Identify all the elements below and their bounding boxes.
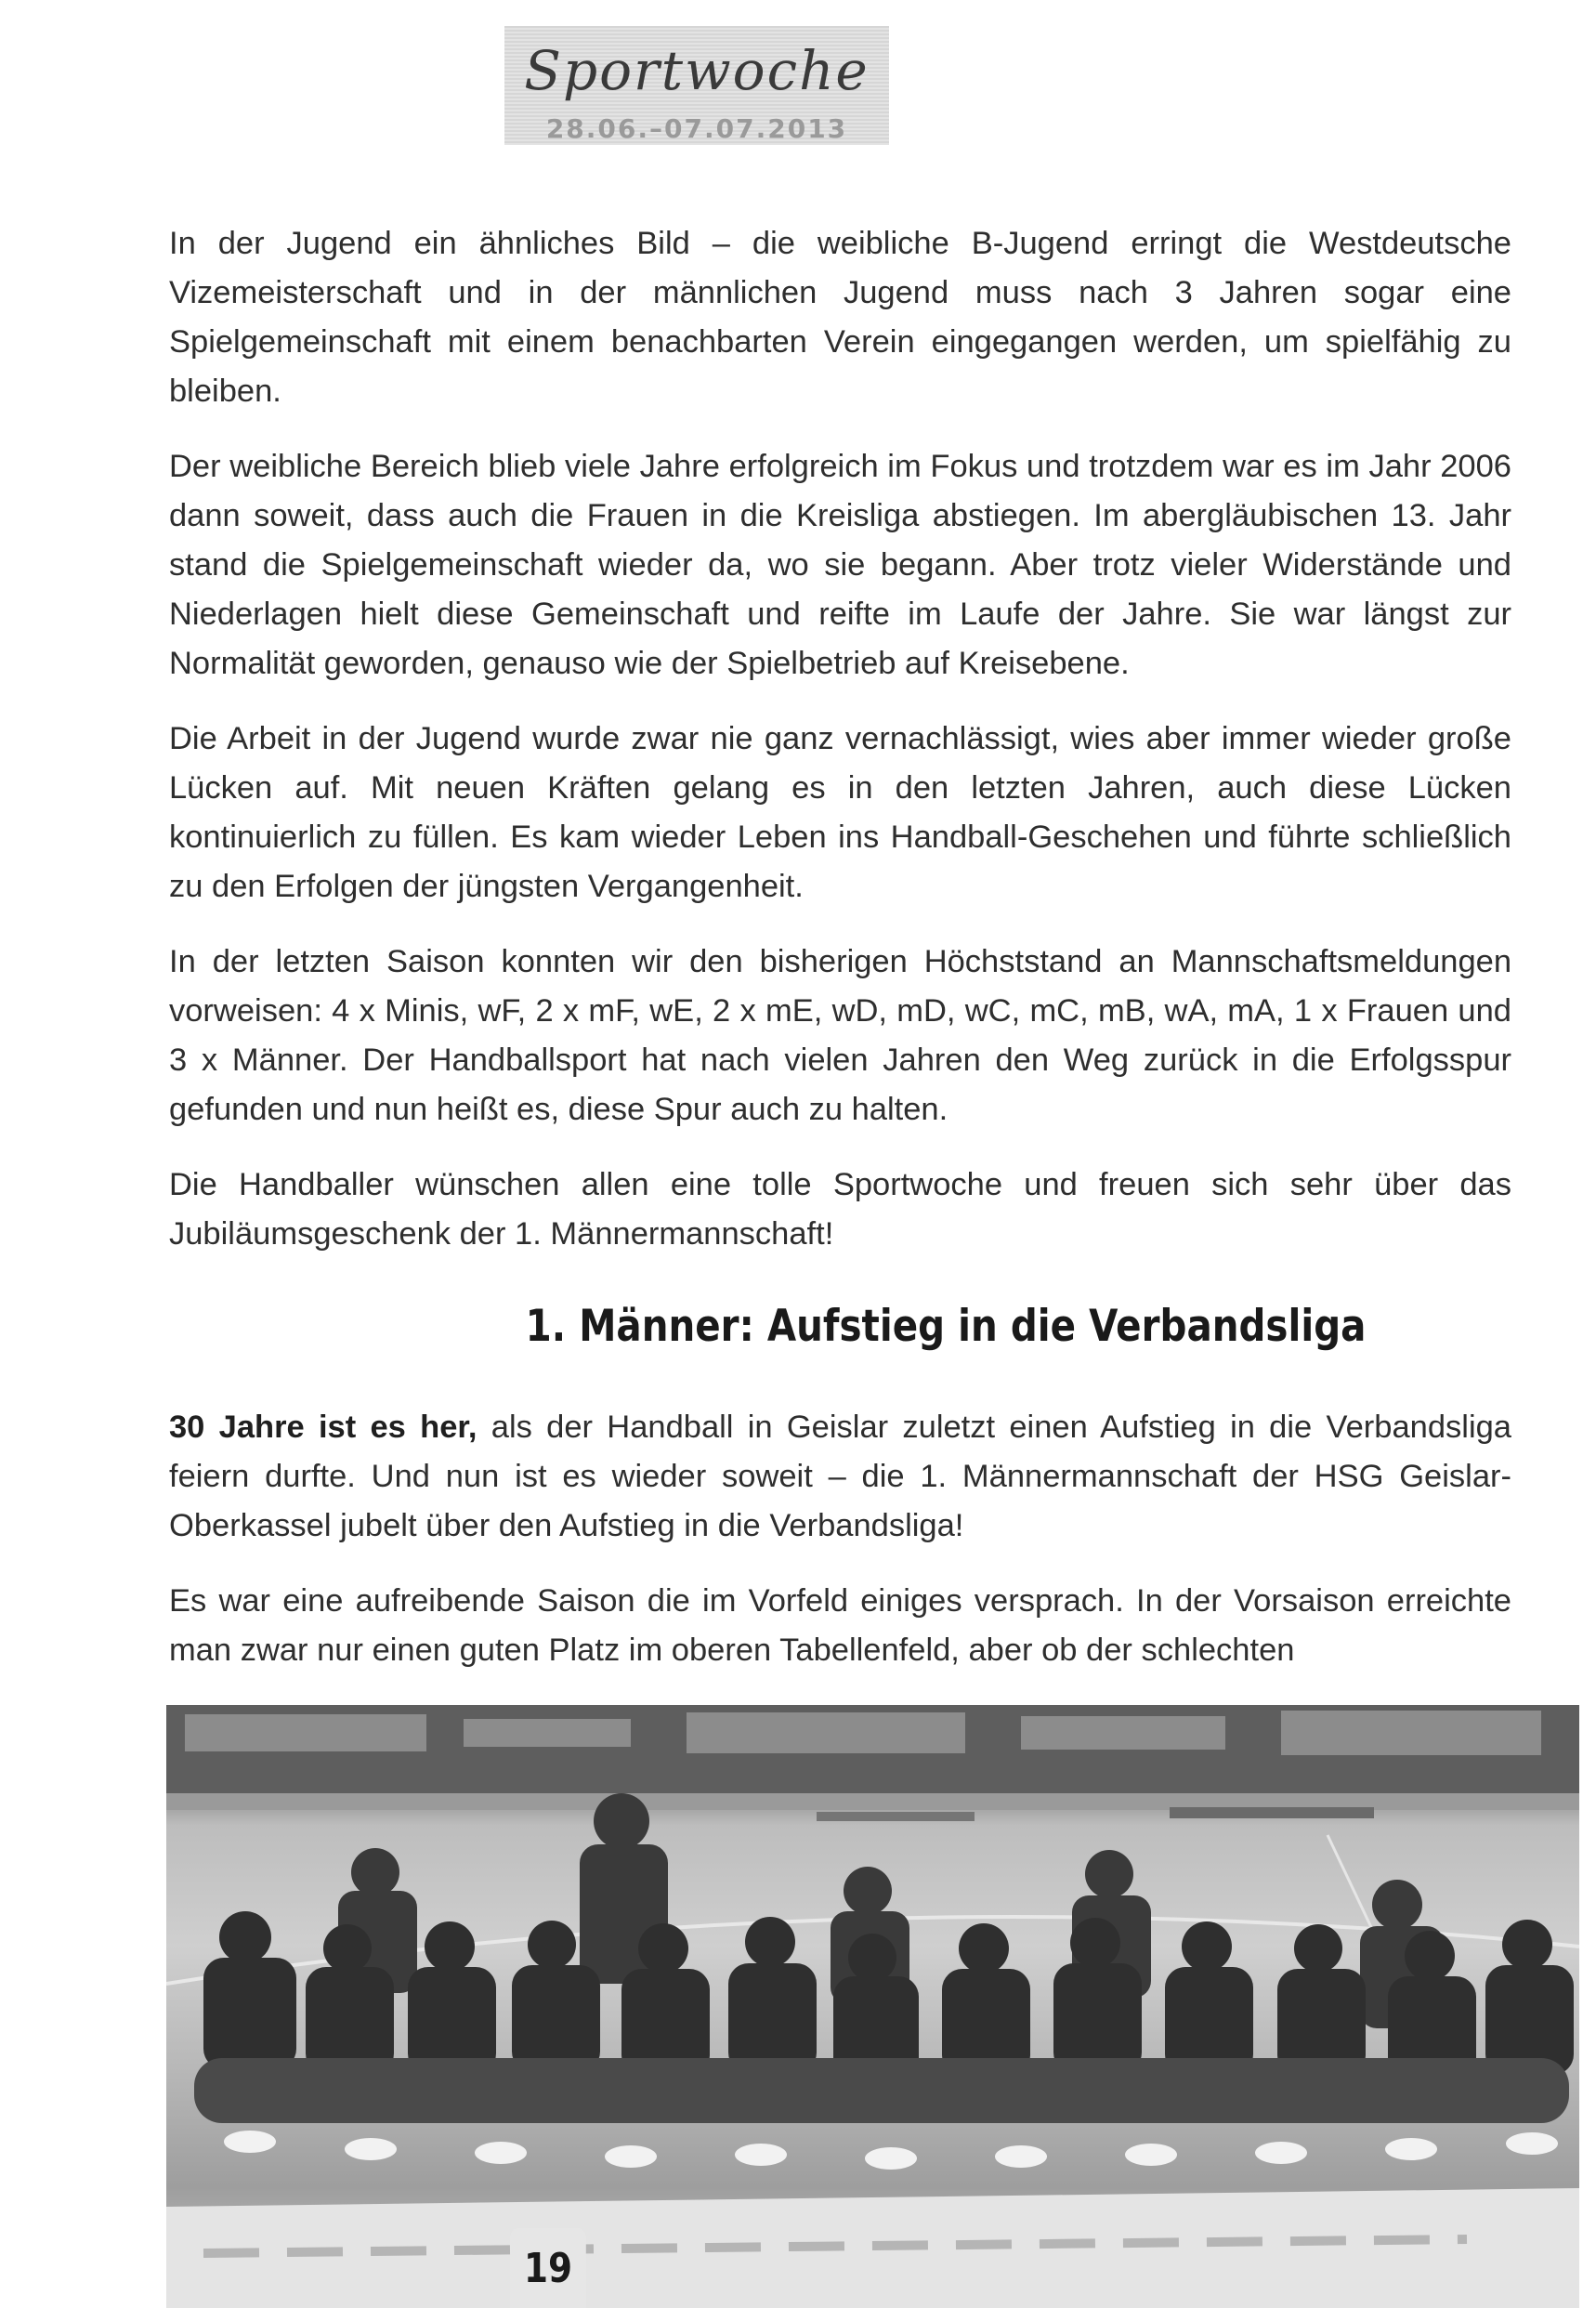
paragraph: In der Jugend ein ähnliches Bild – die weibliche B-Jugend erringt die Westdeutsche Vizemeisterschaft und in der männlichen Jugend muss nach 3 Jahren sogar eine Spielgemeinschaft mit einem benachbarten Verein eingegangen werden, um spielfähig zu bleiben. — [169, 226, 1511, 409]
logo-dates: 28.06.–07.07.2013 — [545, 113, 848, 144]
section-text — [169, 1403, 1511, 1701]
page-number: 19 — [510, 2228, 586, 2308]
section-heading — [506, 1293, 1367, 1358]
intro-text — [169, 219, 1511, 1285]
paragraph: Es war eine aufreibende Saison die im Vorfeld einiges versprach. In der Vorsaison erreichte man zwar nur einen guten Platz im oberen Tabellenfeld, aber ob der schlechten — [169, 1583, 1511, 1668]
paragraph: Die Arbeit in der Jugend wurde zwar nie ganz vernachlässigt, wies aber immer wieder große Lücken auf. Mit neuen Kräften gelang es in den letzten Jahren, auch diese Lücken kontinuierlich zu füllen. Es kam wieder Leben ins Handball-Geschehen und führte schließlich zu den Erfolgen der jüngsten Vergangenheit. — [169, 721, 1511, 904]
lead-rest: als der Handball in Geislar zuletzt einen Aufstieg in die Verbandsliga feiern durfte. Und nun ist es wieder soweit – die 1. Männermannschaft der HSG Geislar-Oberkassel jubelt über den Aufstieg in die Verbandsliga! — [169, 1410, 1511, 1543]
paragraph: In der letzten Saison konnten wir den bisherigen Höchststand an Mannschaftsmeldungen vorweisen: 4 x Minis, wF, 2 x mF, wE, 2 x mE, wD, mD, wC, mC, mB, wA, mA, 1 x Frauen und 3 x Männer. Der Handballsport hat nach vielen Jahren den Weg zurück in die Erfolgsspur gefunden und nun heißt es, diese Spur auch zu halten. — [169, 944, 1511, 1127]
section-heading-text: 1. Männer: Aufstieg in die Verbandsliga — [525, 1300, 1367, 1352]
team-photo — [166, 1705, 1579, 2308]
paragraph: Der weibliche Bereich blieb viele Jahre erfolgreich im Fokus und trotzdem war es im Jahr 2006 dann soweit, dass auch die Frauen in die Kreisliga abstiegen. Im abergläubischen 13. Jahr stand die Spielgemeinschaft wieder da, wo sie begann. Aber trotz vieler Widerstände und Niederlagen hielt diese Gemeinschaft und reifte im Laufe der Jahre. Sie war längst zur Normalität geworden, genauso wie der Spielbetrieb auf Kreisebene. — [169, 449, 1511, 681]
lead-bold: 30 Jahre ist es her, — [169, 1410, 477, 1445]
logo-brand: Sportwoche — [524, 39, 870, 102]
sportwoche-logo — [504, 26, 889, 145]
paragraph: Die Handballer wünschen allen eine tolle Sportwoche und freuen sich sehr über das Jubiläumsgeschenk der 1. Männermannschaft! — [169, 1167, 1511, 1252]
lead-paragraph — [169, 1403, 1511, 1551]
team-photo-illustration — [166, 1705, 1579, 2308]
